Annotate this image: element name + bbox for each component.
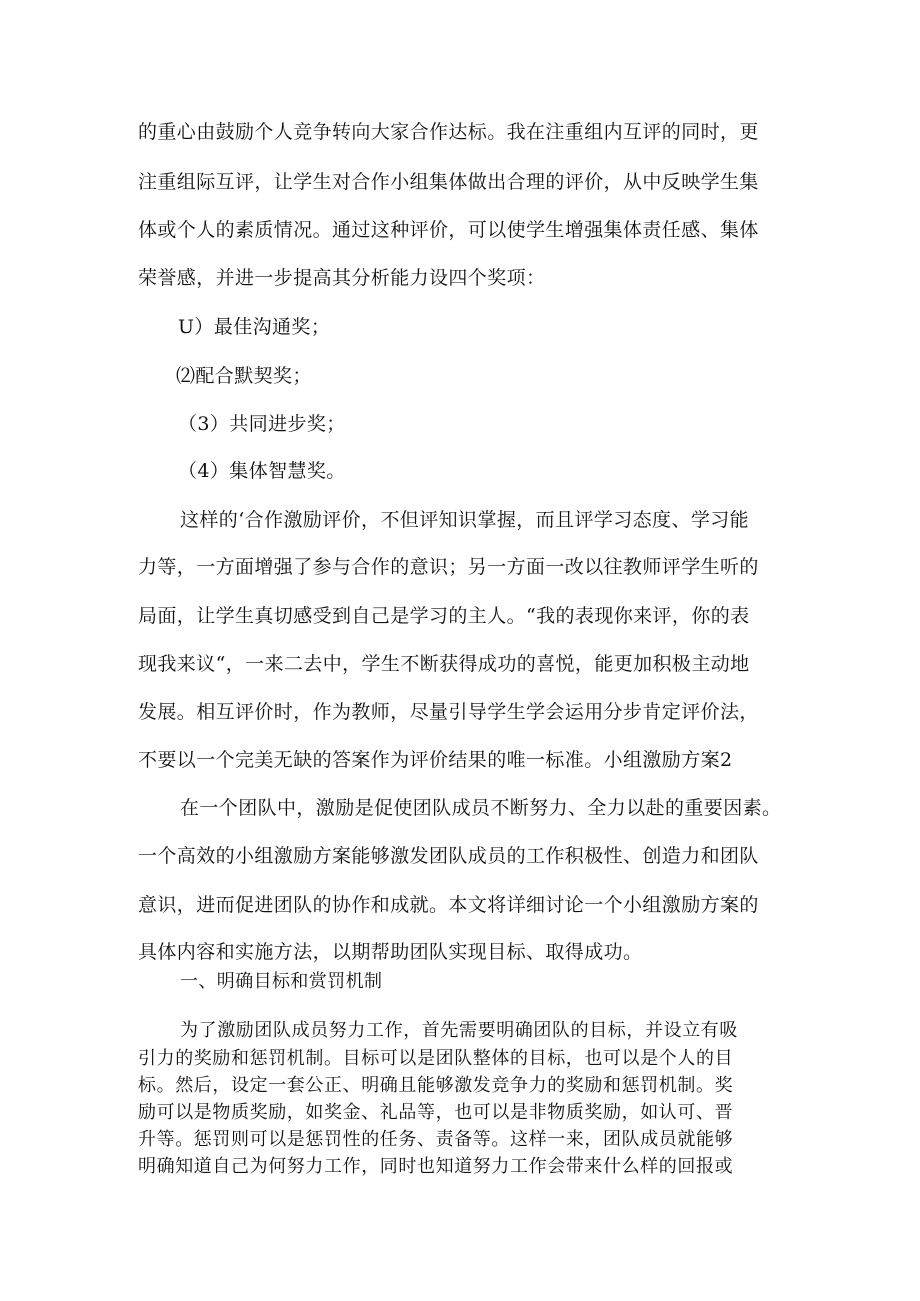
paragraph-2-line-3: 局面，让学生真切感受到自己是学习的主人。“我的表现你来评，你的表 <box>138 605 750 627</box>
paragraph-4-line-4: 励可以是物质奖励，如奖金、礼品等，也可以是非物质奖励，如认可、晋 <box>138 1102 734 1123</box>
paragraph-2-line-1: 这样的‘合作激励评价，不但评知识掌握，而且评学习态度、学习能 <box>180 509 750 531</box>
paragraph-3-line-2: 一个高效的小组激励方案能够激发团队成员的工作积极性、创造力和团队 <box>138 845 759 867</box>
paragraph-1-line-4: 荣誉感，并进一步提高其分析能力设四个奖项： <box>138 267 546 289</box>
section-heading: 一、明确目标和赏罚机制 <box>180 971 383 992</box>
paragraph-3-line-4: 具体内容和实施方法，以期帮助团队实现目标、取得成功。 <box>138 941 643 963</box>
paragraph-2-line-6: 不要以一个完美无缺的答案作为评价结果的唯一标准。小组激励方案2 <box>138 749 733 771</box>
paragraph-4-line-6: 明确知道自己为何努力工作，同时也知道努力工作会带来什么样的回报或 <box>138 1156 734 1177</box>
award-item-2: ⑵配合默契奖； <box>176 365 312 387</box>
award-item-4: （4）集体智慧奖。 <box>178 460 346 482</box>
paragraph-3-line-3: 意识，进而促进团队的协作和成就。本文将详细讨论一个小组激励方案的 <box>138 894 759 916</box>
paragraph-2-line-4: 现我来议“，一来二去中，学生不断获得成功的喜悦，能更加积极主动地 <box>138 653 750 675</box>
paragraph-4-line-2: 引力的奖励和惩罚机制。目标可以是团队整体的目标，也可以是个人的目 <box>138 1048 734 1069</box>
award-item-3: （3）共同进步奖； <box>178 413 346 435</box>
paragraph-2-line-5: 发展。相互评价时，作为教师，尽量引导学生学会运用分步肯定评价法， <box>138 701 759 723</box>
paragraph-1-line-2: 注重组际互评，让学生对合作小组集体做出合理的评价，从中反映学生集 <box>138 171 759 193</box>
paragraph-1-line-3: 体或个人的素质情况。通过这种评价，可以使学生增强集体责任感、集体 <box>138 219 759 241</box>
award-item-1: U）最佳沟通奖； <box>178 316 331 338</box>
paragraph-2-line-2: 力等，一方面增强了参与合作的意识；另一方面一改以往教师评学生听的 <box>138 556 759 578</box>
paragraph-3-line-1: 在一个团队中，激励是促使团队成员不断努力、全力以赴的重要因素。 <box>180 797 782 819</box>
paragraph-4-line-1: 为了激励团队成员努力工作，首先需要明确团队的目标，并设立有吸 <box>180 1020 738 1041</box>
paragraph-4-line-5: 升等。惩罚则可以是惩罚性的任务、责备等。这样一来，团队成员就能够 <box>138 1129 734 1150</box>
paragraph-1-line-1: 的重心由鼓励个人竞争转向大家合作达标。我在注重组内互评的同时，更 <box>138 121 759 143</box>
paragraph-4-line-3: 标。然后，设定一套公正、明确且能够激发竞争力的奖励和惩罚机制。奖 <box>138 1075 734 1096</box>
